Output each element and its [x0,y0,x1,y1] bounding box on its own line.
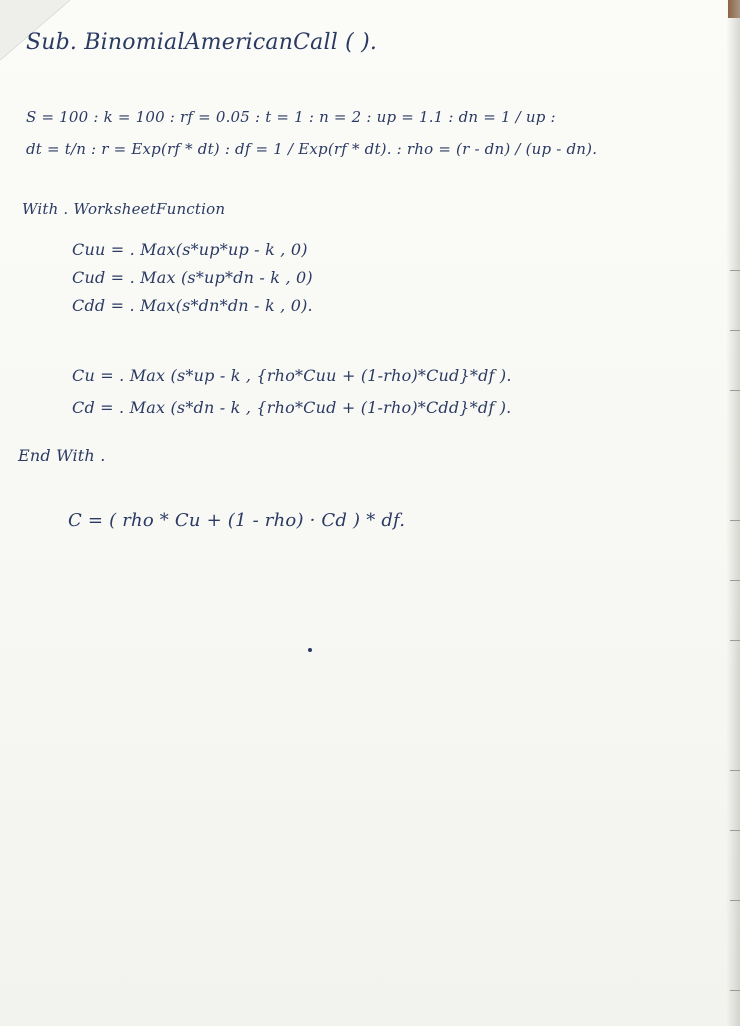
cud-formula: Cud = . Max (s*up*dn - k , 0) [72,268,313,287]
edge-tick [730,520,740,521]
right-edge-strip [726,0,740,1026]
edge-tick [730,770,740,771]
cu-formula: Cu = . Max (s*up - k , {rho*Cuu + (1-rho)*Cud}*df ). [72,366,512,385]
sub-title: Sub. BinomialAmericanCall ( ). [26,30,378,55]
edge-tick [730,640,740,641]
ink-dot [308,648,312,652]
cuu-formula: Cuu = . Max(s*up*up - k , 0) [72,240,308,259]
parameters-line-1: S = 100 : k = 100 : rf = 0.05 : t = 1 : n = 2 : up = 1.1 : dn = 1 / up : [26,108,556,126]
final-c-formula: C = ( rho * Cu + (1 - rho) · Cd ) * df. [68,510,406,531]
edge-tick [730,270,740,271]
edge-tick [730,990,740,991]
edge-tick [730,330,740,331]
edge-tick [730,830,740,831]
edge-tick [730,390,740,391]
cd-formula: Cd = . Max (s*dn - k , {rho*Cud + (1-rho)*Cdd}*df ). [72,398,512,417]
edge-tick [730,580,740,581]
edge-tick [730,900,740,901]
parameters-line-2: dt = t/n : r = Exp(rf * dt) : df = 1 / Exp(rf * dt). : rho = (r - dn) / (up - dn). [26,140,598,158]
with-worksheet-function-label: With . WorksheetFunction [22,200,226,218]
cdd-formula: Cdd = . Max(s*dn*dn - k , 0). [72,296,313,315]
end-with-label: End With . [18,446,106,465]
